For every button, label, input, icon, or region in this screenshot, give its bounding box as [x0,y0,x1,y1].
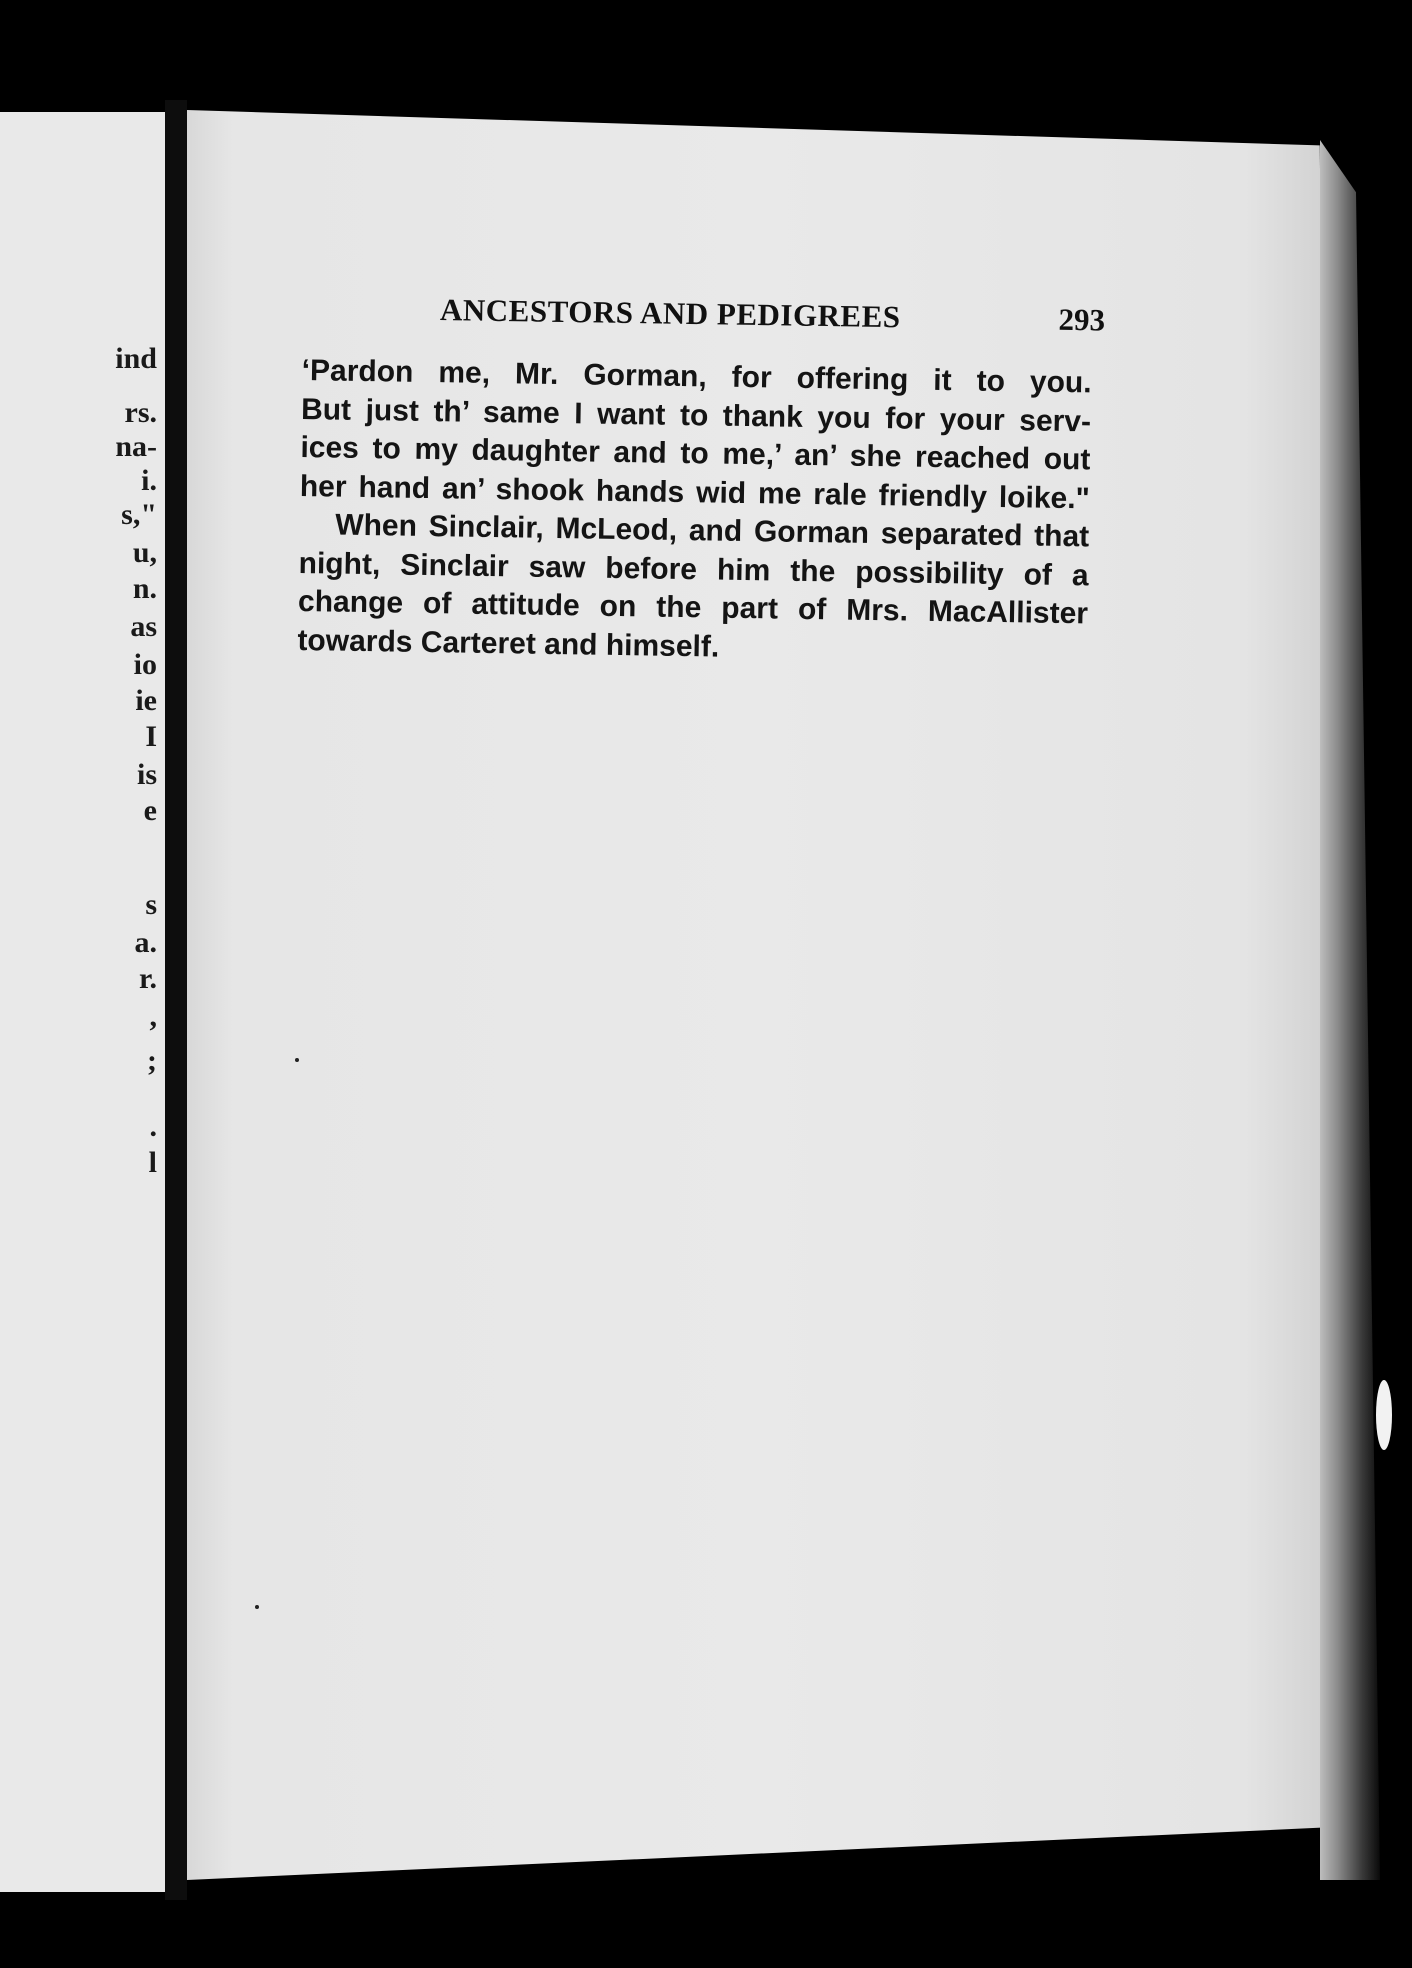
left-text-fragment: s [145,888,157,921]
text-line: change of attitude on the part of Mrs. MacAllister [297,584,1089,631]
left-text-fragment: is [136,758,157,791]
dust-speck [255,1605,259,1609]
left-text-fragment: io [133,648,157,681]
left-text-fragment: a. [134,926,157,959]
left-text-fragment: ; [147,1044,157,1077]
dust-speck [295,1058,299,1062]
left-text-fragment: na- [115,430,157,463]
light-blemish [1376,1380,1392,1450]
left-text-fragment: e [143,794,157,827]
left-text-fragment: i. [141,464,157,497]
page-edge-shadow [1320,140,1380,1880]
left-text-fragment: ie [135,684,157,717]
left-text-fragment: r. [138,962,157,995]
left-text-fragment: . [149,1110,157,1143]
left-text-fragment: , [149,1000,157,1033]
text-line: ices to my daughter and to me,’ an’ she reached out [300,430,1091,477]
page-number: 293 [1058,301,1106,338]
text-line: When Sinclair, McLeod, and Gorman separated that [335,508,1090,554]
text-line: But just th’ same I want to thank you for your serv- [300,392,1092,438]
book-gutter [165,100,187,1900]
left-text-fragment: s," [121,498,157,531]
body-text [297,352,1092,672]
left-text-fragment: I [145,720,157,753]
running-title: ANCESTORS AND PEDIGREES [439,292,901,335]
left-text-fragment: l [148,1146,157,1179]
left-text-fragment: u, [132,536,157,569]
text-line: towards Carteret and himself. [297,623,720,664]
text-line: night, Sinclair saw before him the possibility of a [298,546,1089,592]
left-text-fragment: ind [115,342,157,375]
left-text-fragment: as [130,610,157,643]
text-line: ‘Pardon me, Mr. Gorman, for offering it to you. [301,353,1092,400]
text-line: her hand an’ shook hands wid me rale friendly loike." [299,469,1091,515]
left-text-fragment: n. [132,572,157,605]
left-page-fragment [0,112,165,1892]
left-text-fragment: rs. [124,396,157,429]
